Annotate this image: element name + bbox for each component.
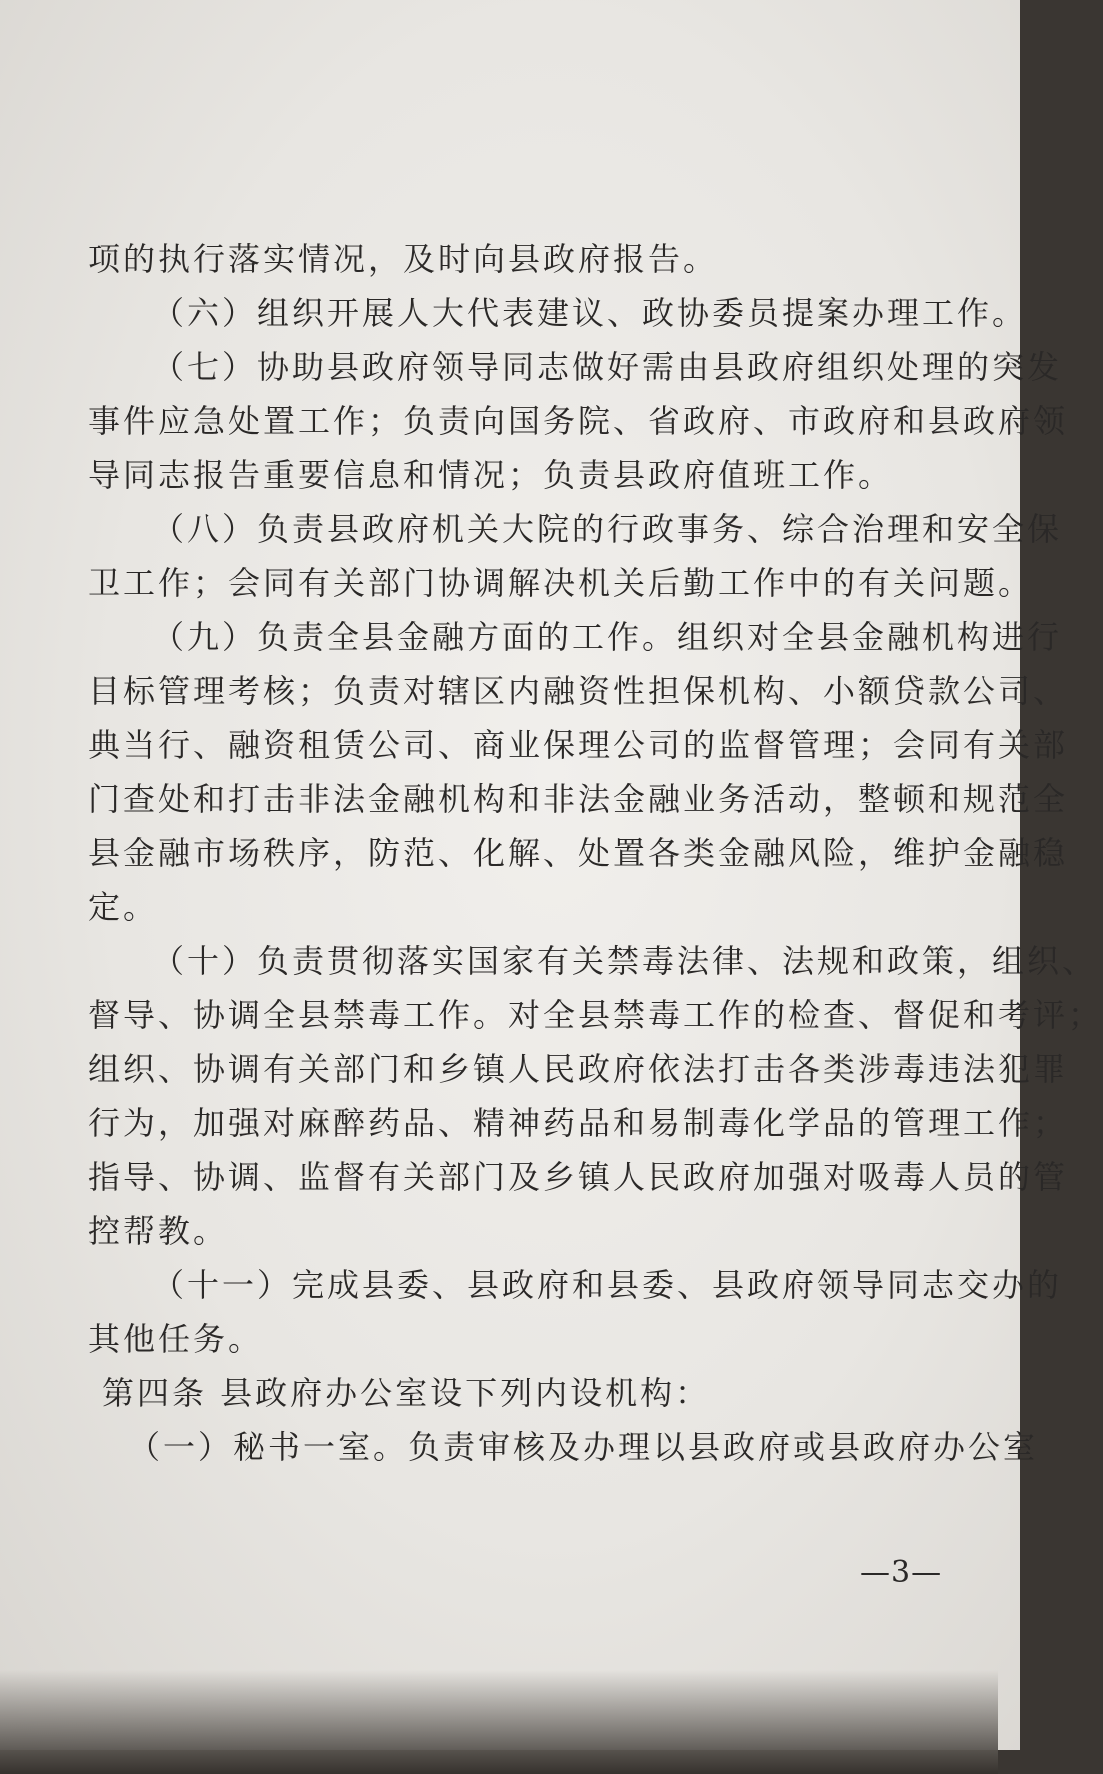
bottom-shadow xyxy=(0,1670,998,1774)
text-line: 督导、协调全县禁毒工作。对全县禁毒工作的检查、督促和考评； xyxy=(88,996,1103,1034)
text-line: 指导、协调、监督有关部门及乡镇人民政府加强对吸毒人员的管 xyxy=(88,1158,1069,1196)
text-line: 典当行、融资租赁公司、商业保理公司的监督管理；会同有关部 xyxy=(88,726,1069,764)
text-line: 县金融市场秩序，防范、化解、处置各类金融风险，维护金融稳 xyxy=(88,834,1069,872)
text-line: （十一）完成县委、县政府和县委、县政府领导同志交办的 xyxy=(152,1266,1063,1304)
text-line: （八）负责县政府机关大院的行政事务、综合治理和安全保 xyxy=(152,510,1063,548)
text-line: 事件应急处置工作；负责向国务院、省政府、市政府和县政府领 xyxy=(88,402,1069,440)
text-line: 行为，加强对麻醉药品、精神药品和易制毒化学品的管理工作； xyxy=(88,1104,1069,1142)
text-line: （九）负责全县金融方面的工作。组织对全县金融机构进行 xyxy=(152,618,1063,656)
page-number: —3— xyxy=(860,1555,943,1590)
document-body xyxy=(88,232,1103,1474)
text-line: （六）组织开展人大代表建议、政协委员提案办理工作。 xyxy=(152,294,1028,332)
text-line: 其他任务。 xyxy=(88,1320,264,1358)
article-heading: 第四条 县政府办公室设下列内设机构： xyxy=(102,1374,711,1412)
text-line: （七）协助县政府领导同志做好需由县政府组织处理的突发 xyxy=(152,348,1063,386)
text-line: 门查处和打击非法金融机构和非法金融业务活动，整顿和规范全 xyxy=(88,780,1069,818)
text-line: 组织、协调有关部门和乡镇人民政府依法打击各类涉毒违法犯罪 xyxy=(88,1050,1069,1088)
text-line: 定。 xyxy=(88,888,159,926)
text-line: 控帮教。 xyxy=(88,1212,229,1250)
text-line: （十）负责贯彻落实国家有关禁毒法律、法规和政策，组织、 xyxy=(152,942,1098,980)
text-line: 项的执行落实情况，及时向县政府报告。 xyxy=(88,240,719,278)
text-line: 目标管理考核；负责对辖区内融资性担保机构、小额贷款公司、 xyxy=(88,672,1069,710)
text-line: 导同志报告重要信息和情况；负责县政府值班工作。 xyxy=(88,456,894,494)
text-line: 卫工作；会同有关部门协调解决机关后勤工作中的有关问题。 xyxy=(88,564,1034,602)
text-line: （一）秘书一室。负责审核及办理以县政府或县政府办公室 xyxy=(128,1428,1039,1466)
